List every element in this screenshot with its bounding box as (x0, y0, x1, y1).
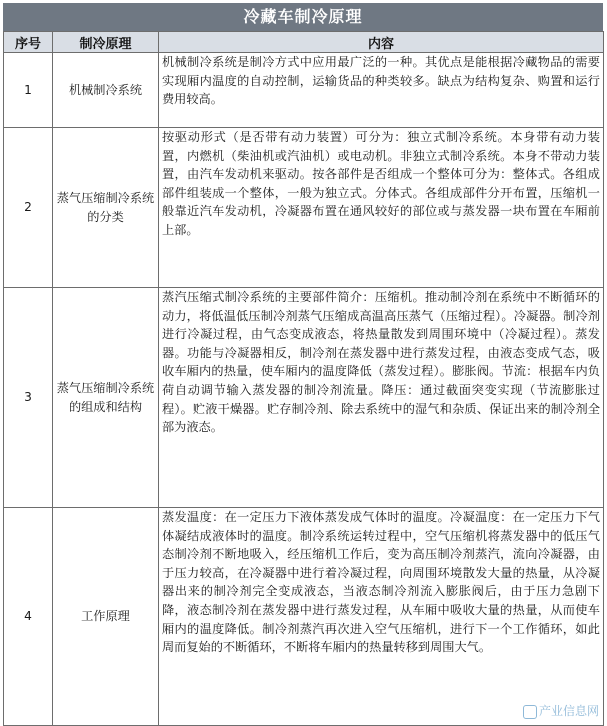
table-title: 冷藏车制冷原理 (3, 3, 603, 31)
header-row (4, 32, 604, 53)
table-row (4, 288, 604, 508)
principle-table (3, 31, 604, 726)
document (3, 3, 603, 721)
row-content: 机械制冷系统是制冷方式中应用最广泛的一种。其优点是能根据冷藏物品的需要实现厢内温度的自动控制，运输货品的种类较多。缺点为结构复杂、购置和运行费用较高。 (159, 53, 604, 128)
row-index: 2 (4, 128, 53, 288)
row-content: 蒸汽压缩式制冷系统的主要部件简介：压缩机。推动制冷剂在系统中不断循环的动力，将低温低压制冷剂蒸气压缩成高温高压蒸气（压缩过程）。冷凝器。制冷剂进行冷凝过程，由气态变成液态，将热量散发到周围环境中（冷凝过程）。蒸发器。功能与冷凝器相反，制冷剂在蒸发器中进行蒸发过程，由液态变成气态，吸收车厢内的热量，使车厢内的温度降低（蒸发过程）。膨胀阀。节流：根据车内负荷自动调节输入蒸发器的制冷剂流量。降压：通过截面突变实现（节流膨胀过程）。贮液干燥器。贮存制冷剂、除去系统中的湿气和杂质、保证出来的制冷剂全部为液态。 (159, 288, 604, 508)
header-content: 内容 (159, 32, 604, 53)
table-row (4, 128, 604, 288)
row-index: 4 (4, 508, 53, 726)
row-index: 3 (4, 288, 53, 508)
table-row (4, 53, 604, 128)
table-row (4, 508, 604, 726)
header-index: 序号 (4, 32, 53, 53)
row-name: 蒸气压缩制冷系统的组成和结构 (53, 288, 159, 508)
row-name: 蒸气压缩制冷系统的分类 (53, 128, 159, 288)
row-name: 机械制冷系统 (53, 53, 159, 128)
watermark-text: 产业信息网 (538, 704, 599, 718)
row-content: 按驱动形式（是否带有动力装置）可分为：独立式制冷系统。本身带有动力装置，内燃机（柴油机或汽油机）或电动机。非独立式制冷系统。本身不带动力装置，由汽车发动机来驱动。按各部件是否组成一个整体可分为：整体式。各组成部件组装成一个整体，一般为独立式。分体式。各组成部件分开布置，压缩机一般靠近汽车发动机，冷凝器布置在通风较好的部位或与蒸发器一块布置在车厢前上部。 (159, 128, 604, 288)
row-content: 蒸发温度：在一定压力下液体蒸发成气体时的温度。冷凝温度：在一定压力下气体凝结成液体时的温度。制冷系统运转过程中，空气压缩机将蒸发器中的低压气态制冷剂不断地吸入，经压缩机工作后，变为高压制冷剂蒸汽，流向冷凝器，由于压力较高，在冷凝器中进行着冷凝过程，向周围环境散发大量的热量，从冷凝器出来的制冷剂完全变成液态，当液态制冷剂流入膨胀阀后，由于压力急剧下降，液态制冷剂在蒸发器中进行蒸发过程，从车厢中吸收大量的热量，从而使车厢内的温度降低。制冷剂蒸汽再次进入空气压缩机，进行下一个工作循环，如此周而复始的不断循环，不断将车厢内的热量转移到周围大气。 (159, 508, 604, 726)
row-name: 工作原理 (53, 508, 159, 726)
header-name: 制冷原理 (53, 32, 159, 53)
logo-icon (523, 705, 537, 719)
watermark (523, 702, 599, 719)
row-index: 1 (4, 53, 53, 128)
